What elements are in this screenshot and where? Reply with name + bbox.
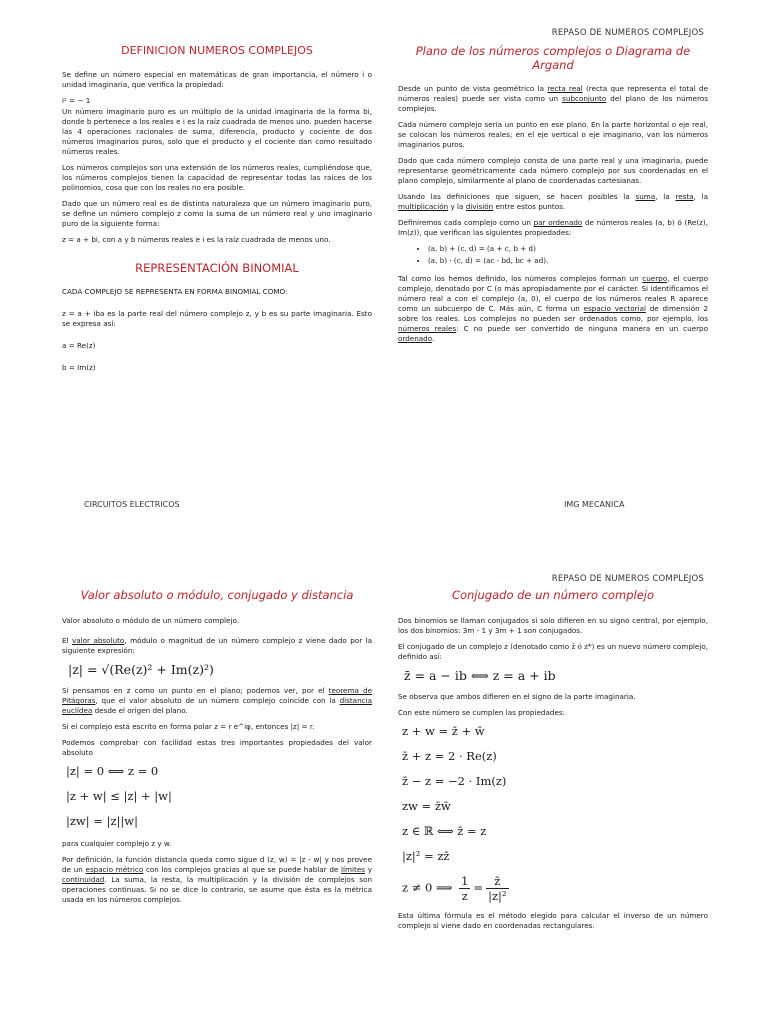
formula: z̄ + z = 2 · Re(z) — [402, 749, 497, 763]
link-ordenado[interactable]: ordenado — [398, 334, 433, 343]
footer-left: CIRCUITOS ELECTRICOS — [84, 500, 180, 509]
paragraph: z = a + bi, con a y b números reales e i es la raíz cuadrada de menos uno. — [62, 235, 331, 244]
link-multiplicacion[interactable]: multiplicación — [398, 202, 449, 211]
page-header: REPASO DE NUMEROS COMPLEJOS — [551, 28, 704, 38]
formula: z + w = z̄ + w̄ — [402, 724, 485, 738]
link-valor-absoluto[interactable]: valor absoluto — [72, 636, 125, 645]
formula: |zw| = |z||w| — [66, 814, 138, 828]
formula: |z|² = zz̄ — [402, 849, 450, 863]
link-cuerpo[interactable]: cuerpo — [642, 274, 668, 283]
footer-right: IMG MECANICA — [564, 500, 625, 509]
formula-modulus: |z| = √(Re(z)² + Im(z)²) — [68, 662, 214, 677]
paragraph: b = Im(z) — [62, 363, 96, 372]
link-par-ordenado[interactable]: par ordenado — [533, 218, 583, 227]
link-continuidad[interactable]: continuidad — [62, 875, 105, 884]
paragraph: Con este número se cumplen las propiedades: — [398, 708, 566, 717]
left-column — [62, 44, 372, 379]
link-resta[interactable]: resta — [675, 192, 694, 201]
formula: |z| = 0 ⟺ z = 0 — [66, 764, 159, 778]
right-column — [398, 588, 708, 937]
formula: z ∈ ℝ ⟺ z̄ = z — [402, 824, 487, 838]
section-title: Valor absoluto o módulo, conjugado y distancia — [80, 588, 354, 602]
formula-inverse: z ≠ 0 ⟹ $\frac{1}{z}$ = $\frac{z̄}{\text{|z|²}}$ — [402, 874, 507, 903]
paragraph: para cualquier complejo z y w. — [62, 839, 172, 848]
paragraph: Tal como los hemos definido, los números complejos forman un cuerpo, el cuerpo complejo, denotado por C (o más apropiadamente por el carácter. Si identificamos el número real a con el complejo (a, 0), el cuerpo de los números reales R aparece como un subcuerpo de C. Más aún, C forma un espacio vectorial de dimensión 2 sobre los reales. Los complejos no pueden ser ordenados como, por ejemplo, los números reales: C no puede ser convertido de ninguna manera en un cuerpo ordenado. — [398, 274, 709, 343]
link-teorema-pitagoras[interactable]: teorema de Pitágoras — [62, 686, 372, 705]
paragraph: CADA COMPLEJO SE REPRESENTA EN FORMA BINOMIAL COMO: — [62, 287, 288, 296]
section-title: REPRESENTACIÓN BINOMIAL — [135, 261, 299, 275]
paragraph: Podemos comprobar con facilidad estas tres importantes propiedades del valor absoluto — [62, 738, 372, 757]
list-item: • (a, b) + (c, d) = (a + c, b + d) — [428, 244, 708, 254]
left-column — [62, 588, 372, 911]
link-limites[interactable]: límites — [341, 865, 366, 874]
link-distancia-euclidea[interactable]: distancia euclídea — [62, 696, 372, 715]
formula: zw = z̄w̄ — [402, 799, 451, 813]
paragraph: Se observa que ambos difieren en el signo de la parte imaginaria. — [398, 692, 636, 701]
paragraph: Dado que un número real es de distinta naturaleza que un número imaginario puro, se define un número complejo z como la suma de un número real y uno imaginario puro de la siguiente forma: — [62, 199, 372, 228]
paragraph: Usando las definiciones que siguen, se hacen posibles la suma, la resta, la multiplicación y la división entre estos puntos. — [398, 192, 708, 211]
paragraph: z = a + iba es la parte real del número complejo z, y b es su parte imaginaria. Esto se expresa así: — [62, 309, 372, 328]
paragraph: Si el complejo está escrito en forma polar z = r e^iφ, entonces |z| = r. — [62, 722, 315, 731]
paragraph: Si pensamos en z como un punto en el plano; podemos ver, por el teorema de Pitágoras, que el valor absoluto de un número complejo coincide con la distancia euclídea desde el origen del plano. — [62, 686, 372, 715]
link-recta-real[interactable]: recta real — [547, 84, 583, 93]
section-title: Conjugado de un número complejo — [451, 588, 655, 602]
formula: |z + w| ≤ |z| + |w| — [66, 789, 172, 803]
section-title: DEFINICION NUMEROS COMPLEJOS — [121, 44, 313, 57]
paragraph: Desde un punto de vista geométrico la recta real (recta que representa el total de números reales) puede ser vista como un subconjunto del plano de los números complejos. — [398, 84, 709, 113]
paragraph: Dado que cada número complejo consta de una parte real y una imaginaria, puede representarse geométricamente cada número complejo por sus coordenadas en el plano complejo, similarmente al plano de coordenadas cartesianas. — [398, 156, 708, 185]
paragraph: El valor absoluto, módulo o magnitud de un número complejo z viene dado por la siguiente expresión: — [62, 636, 373, 655]
paragraph: Dos binomios se llaman conjugados si solo difieren en su signo central, por ejemplo, los dos binomios: 3m - 1 y 3m + 1 son conjugados. — [398, 616, 708, 635]
formula: z̄ − z = −2 · Im(z) — [402, 774, 507, 788]
paragraph: Valor absoluto o módulo de un número complejo. — [62, 616, 239, 625]
right-column — [398, 44, 708, 350]
formula-conjugate: z̄ = a − ib ⟺ z = a + ib — [404, 668, 556, 683]
link-suma[interactable]: suma — [635, 192, 656, 201]
paragraph: a = Re(z) — [62, 341, 96, 350]
paragraph: Se define un número especial en matemáticas de gran importancia, el número i o unidad imaginaria, que verifica la propiedad: — [62, 70, 372, 89]
list-item: • (a, b) · (c, d) = (ac - bd, bc + ad). — [428, 256, 708, 266]
paragraph: Definiremos cada complejo como un par ordenado de números reales (a, b) ó (Re(z), Im(z)), que verifican las siguientes propiedades: — [398, 218, 709, 237]
link-espacio-vectorial[interactable]: espacio vectorial — [583, 304, 646, 313]
link-division[interactable]: división — [465, 202, 494, 211]
section-title: Plano de los números complejos o Diagrama de Argand — [415, 44, 691, 72]
paragraph: Por definición, la función distancia queda como sigue d (z, w) = |z - w| y nos provee de un espacio métrico con los complejos gracias al que se puede hablar de límites y continuidad. La suma, la resta, la multiplicación y la división de complejos son operaciones continuas. Si no se dice lo contrario, se asume que ésta es la métrica usada en los números complejos. — [62, 855, 372, 904]
page-2 — [0, 512, 768, 1024]
paragraph: Un número imaginario puro es un múltiplo de la unidad imaginaria de la forma bi, donde b pertenece a los reales e i es la raíz cuadrada de menos uno. pueden hacerse las 4 operaciones racionales de suma, diferencia, producto y cociente de dos números imaginarios puros, solo que el producto y el cociente dan como resultado números reales. — [62, 107, 372, 156]
paragraph: El conjugado de un complejo z (denotado como z̄ ó z*) es un nuevo número complejo, definido así: — [398, 642, 708, 661]
property-list — [398, 244, 708, 266]
link-subconjunto[interactable]: subconjunto — [562, 94, 607, 103]
formula: i² = − 1 — [62, 96, 91, 105]
link-numeros-reales[interactable]: números reales — [398, 324, 457, 333]
page-header: REPASO DE NUMEROS COMPLEJOS — [551, 574, 704, 584]
paragraph: Cada número complejo sería un punto en ese plano. En la parte horizontal o eje real, se colocan los números reales; en el eje vertical o eje imaginario, van los números imaginarios puros. — [398, 120, 708, 149]
link-espacio-metrico[interactable]: espacio métrico — [85, 865, 144, 874]
paragraph: Los números complejos son una extensión de los números reales, cumpliéndose que, los números complejos tienen la capacidad de representar todas las raíces de los polinomios, cosa que con los reales no era posible. — [62, 163, 372, 192]
paragraph: Esta última fórmula es el método elegido para calcular el inverso de un número complejo si viene dado en coordenadas rectangulares. — [398, 911, 708, 930]
